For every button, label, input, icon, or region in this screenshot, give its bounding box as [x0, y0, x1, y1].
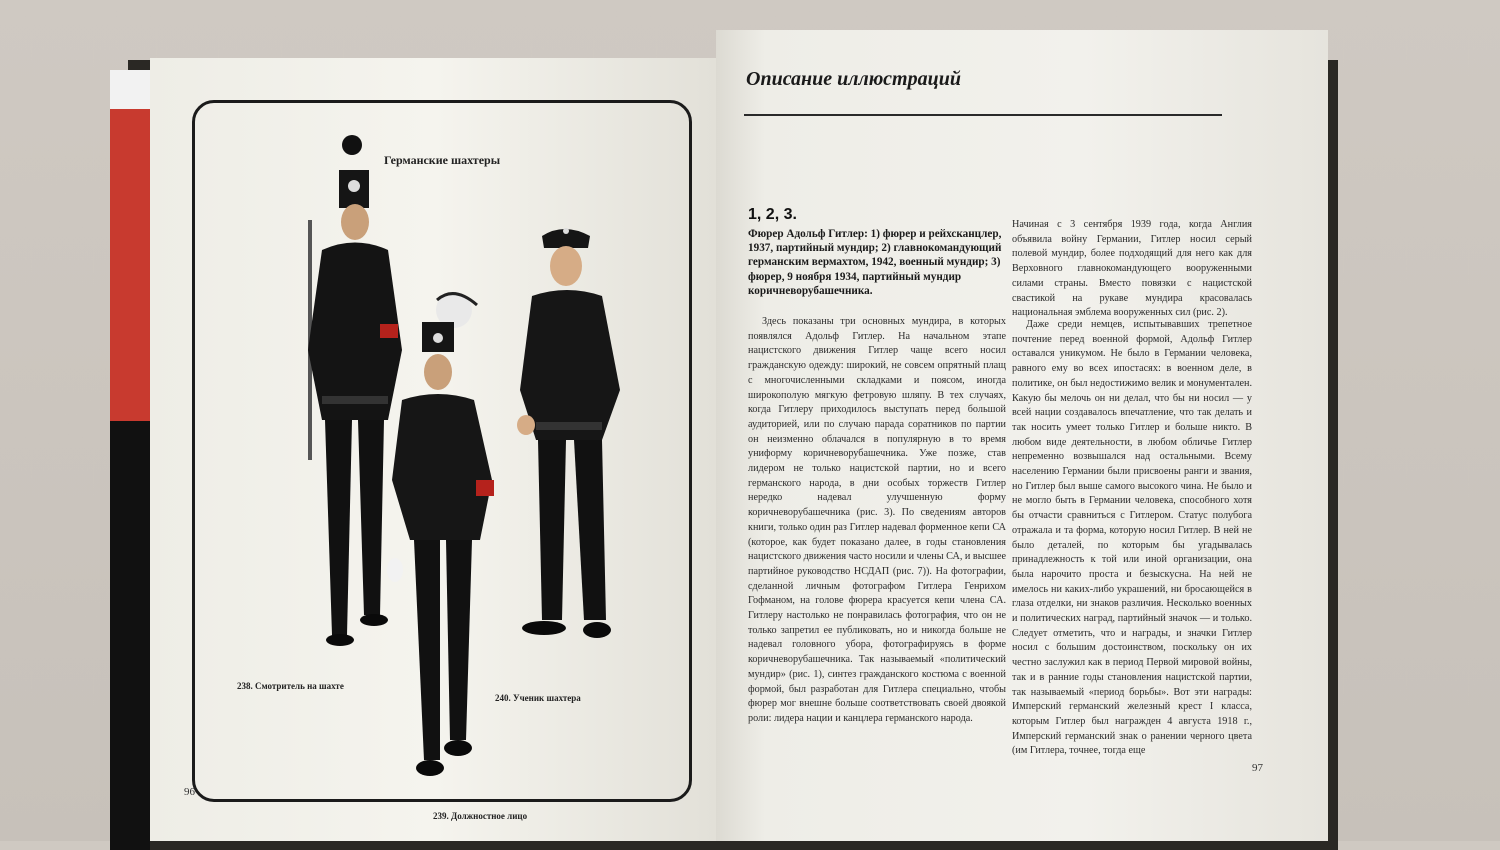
plate-frame	[192, 100, 692, 821]
caption-238: 238. Смотритель на шахте	[237, 681, 344, 691]
left-page	[150, 58, 718, 841]
entry-heading: Фюрер Адольф Гитлер: 1) фюрер и рейхсканцлер, 1937, партийный мундир; 2) главнокомандующий германским вермахтом, 1942, военный мундир; 3) фюрер, 9 ноября 1934, партийный мундир коричневорубашечника.	[748, 228, 1002, 297]
header-rule	[744, 114, 1222, 116]
page-number-right: 97	[1252, 762, 1263, 774]
figure-239	[387, 292, 494, 776]
entry-number: 1, 2, 3.	[748, 206, 797, 223]
column-1-text: Здесь показаны три основных мундира, в которых появлялся Адольф Гитлер. На начальном этапе нацистского движения Гитлер чаще всего носил гражданскую одежду: широкий, не совсем опрятный плащ с многочисленными складками и поясом, иногда широкополую мягкую фетровую шляпу. В тех случаях, когда Гитлеру приходилось выступать перед большой аудиторией, или по случаю парада соратников по партии он неизменно облачался в популярную в то время униформу коричневорубашечника. Уже позже, став лидером не только нацистской партии, но и всего германского народа, в дни особых торжеств Гитлер нередко надевал улучшенную форму коричневорубашечника (рис. 3). По сведениям авторов книги, только один раз Гитлер надевал форменное кепи СА (которое, как будет показано далее, в годы становления нацистского движения часто носили и члены СА, и высшее партийное руководство НСДАП (рис. 7)). На фотографии, сделанной личным фотографом Гитлера Генрихом Гофманом, на голове фюрера красуется кепи члена СА. Гитлеру настолько не понравилась фотография, что он не только запретил ее публиковать, но и никогда больше не надевал головного убора, фотографируясь в форме коричневорубашечника. Так называемый «политический мундир» (рис. 1), синтез гражданского костюма с военной формой, был разработан для Гитлера специально, чтобы фюрер мог внешне больше соответствовать своей двоякой роли: лидера нации и канцлера германского народа.	[748, 316, 1006, 724]
plate-title: Германские шахтеры	[383, 153, 501, 167]
page-number-left: 96	[184, 786, 195, 798]
column-2-paragraph-1: Начиная с 3 сентября 1939 года, когда Англия объявила войну Германии, Гитлер носил серый полевой мундир, более подходящий для него как для Верховного главнокомандующего вооруженными силами страны. Вместо повязки с нацистской свастикой на рукаве мундира красовалась национальная эмблема вооруженных сил (рис. 2).	[1012, 219, 1252, 319]
column-2-paragraph-2: Даже среди немцев, испытывавших трепетное почтение перед военной формой, Адольф Гитлер оставался уникумом. Не было в Германии человека, равного ему во всех ипостасях: в военном деле, в политике, он был недостижимо велик и монументален. Какую бы мелочь он ни делал, что бы ни носил — у всей нации создавалось впечатление, что так делать и так носить умеет только Гитлер и больше никто. В любом виде деятельности, в любом обличье Гитлер непременно возвышался над остальными. Всему населению Германии были присвоены ранги и звания, но Гитлер был выше самого высокого чина. Не было и не могло быть в Германии человека, способного хотя бы отчасти сравниться с Гитлером. Статус полубога отражала и та форма, которую носил Гитлер. В ней не было деталей, по которым бы угадывалась принадлежность к той или иной организации, она была нарочито проста и безыскусна. На ней не имелось ни каких-либо украшений, ни бросающейся в глаза отделки, ни знаков различия. Несколько военных и политических наград, партийный значок — и только. Следует отметить, что и награды, и значки Гитлер носил с большим достоинством, поскольку он их честно заслужил как в период Первой мировой войны, так и в ранние годы становления нацистской партии, так называемый «период борьбы». Вот эти награды: Имперский германский железный крест I класса, которым Гитлер был награжден 4 августа 1918 г., Имперский германский знак о ранении черного цвета (им Гитлера, точнее, тогда еще	[1012, 319, 1252, 757]
flag-stripe	[110, 70, 150, 850]
right-page	[716, 30, 1328, 841]
section-header: Описание иллюстраций	[746, 68, 961, 90]
figure-240	[517, 228, 620, 638]
caption-239: 239. Должностное лицо	[433, 811, 528, 821]
uniform-illustration	[192, 100, 692, 802]
caption-240: 240. Ученик шахтера	[495, 693, 581, 703]
